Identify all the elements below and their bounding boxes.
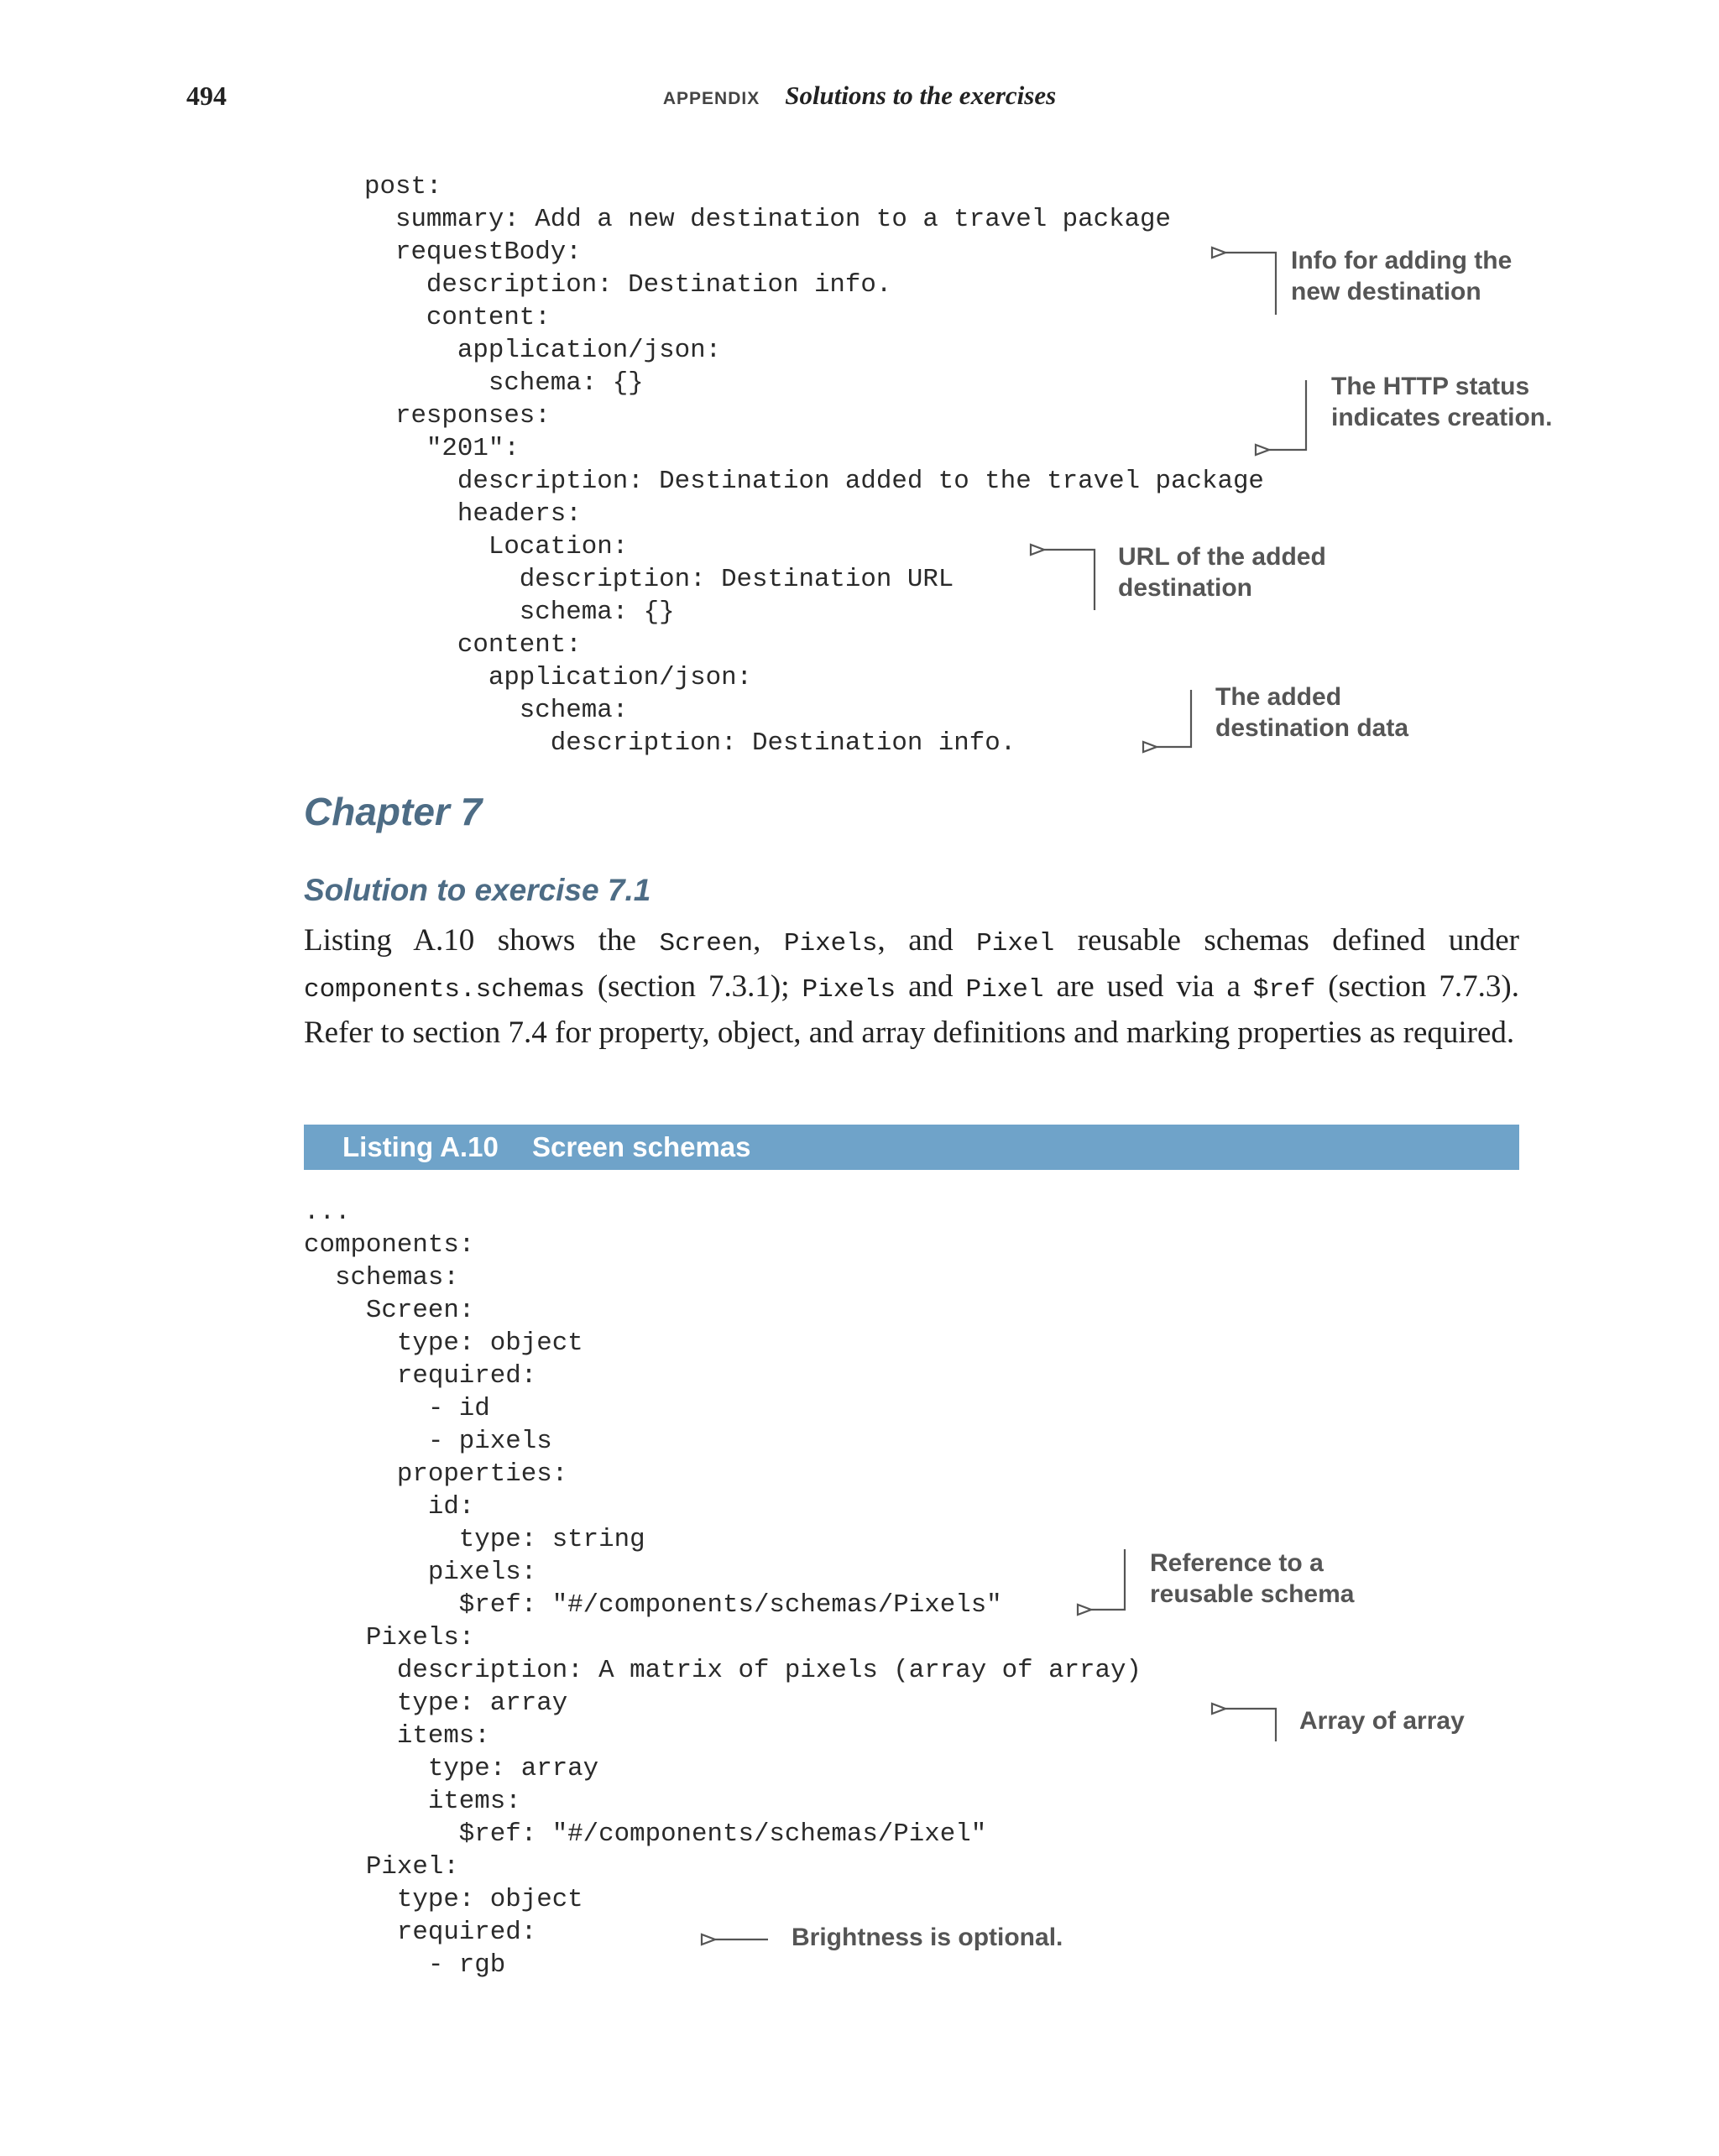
code-line: - pixels [304, 1427, 552, 1456]
code-line: type: array [304, 1754, 599, 1783]
code-line: id: [304, 1492, 475, 1522]
code-line: content: [364, 630, 582, 660]
running-head-section: APPENDIX [662, 89, 760, 108]
code-line: type: array [304, 1689, 568, 1718]
code-line: responses: [364, 401, 551, 431]
code-line: Pixels: [304, 1623, 475, 1652]
code-line: Pixel: [304, 1852, 459, 1882]
code-line: - id [304, 1394, 490, 1423]
listing-label: Listing A.10 [342, 1131, 499, 1162]
code-line: $ref: "#/components/schemas/Pixels" [304, 1590, 1002, 1620]
code-line: content: [364, 303, 551, 332]
code-line: summary: Add a new destination to a travel package [364, 205, 1172, 234]
code-line: components: [304, 1230, 475, 1260]
code-line: Screen: [304, 1296, 475, 1325]
code-line: $ref: "#/components/schemas/Pixel" [304, 1819, 987, 1849]
code-line: items: [304, 1787, 521, 1816]
annotation-array-of-array: Array of array [1299, 1707, 1465, 1735]
code-line: application/json: [364, 663, 753, 692]
code-line: Location: [364, 532, 629, 561]
running-head [0, 81, 1719, 111]
code-line: type: object [304, 1885, 583, 1914]
body-paragraph: Listing A.10 shows the Screen, Pixels, and Pixel reusable schemas defined under components.schemas (section 7.3.1); Pixels and Pixel are used via a $ref (section 7.7.3). Refer to section 7.4 for property, object, and array definitions and marking properties as required. [304, 923, 1519, 1050]
page-number: 494 [186, 81, 227, 111]
code-line: schemas: [304, 1263, 459, 1292]
code-line: type: object [304, 1329, 583, 1358]
page-header [0, 81, 1719, 123]
listing-title: Screen schemas [532, 1131, 751, 1162]
code-line: headers: [364, 499, 582, 529]
section-title: Solution to exercise 7.1 [304, 873, 651, 907]
code-line: ... [304, 1198, 351, 1227]
code-line: schema: {} [364, 598, 675, 627]
code-line: "201": [364, 434, 520, 463]
code-line: requestBody: [364, 238, 582, 267]
code-line: description: Destination URL [364, 565, 954, 594]
annotation-added-data: The added destination data [1215, 683, 1409, 742]
code-line: description: Destination added to the travel package [364, 467, 1264, 496]
annotation-http-status: The HTTP status indicates creation. [1331, 373, 1553, 431]
listing-caption-bar [304, 1125, 1519, 1170]
chapter-title: Chapter 7 [304, 790, 483, 833]
code-line: required: [304, 1361, 537, 1391]
annotation-request-body: Info for adding the new destination [1291, 247, 1513, 305]
code-line: pixels: [304, 1558, 537, 1587]
code-line: post: [364, 172, 442, 201]
code-line: description: Destination info. [364, 270, 892, 300]
annotation-location-header: URL of the added destination [1118, 543, 1326, 602]
code-line: - rgb [304, 1950, 506, 1980]
code-line: schema: {} [364, 368, 644, 398]
code-line: type: string [304, 1525, 645, 1554]
running-head-title: Solutions to the exercises [785, 81, 1057, 110]
annotation-reference: Reference to a reusable schema [1150, 1549, 1355, 1608]
code-line: properties: [304, 1459, 568, 1489]
annotation-brightness: Brightness is optional. [792, 1924, 1063, 1951]
code-line: required: [304, 1918, 537, 1947]
code-line: description: A matrix of pixels (array of array) [304, 1656, 1142, 1685]
code-line: description: Destination info. [364, 728, 1016, 758]
code-line: schema: [364, 696, 629, 725]
code-line: application/json: [364, 336, 722, 365]
code-line: items: [304, 1721, 490, 1751]
